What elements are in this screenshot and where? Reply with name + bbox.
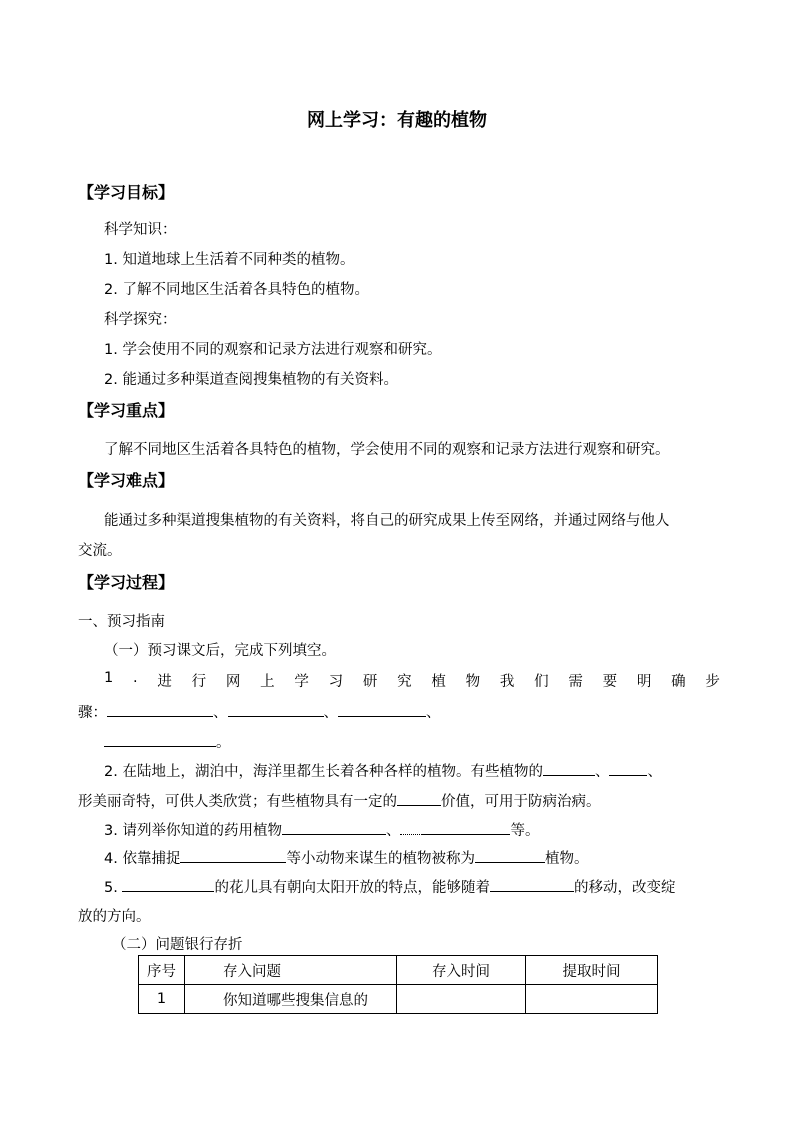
q1-char: 进 xyxy=(157,674,172,690)
separator: 、 xyxy=(323,705,338,721)
q1-char: 步 xyxy=(705,674,720,690)
header-cell-question: 存入问题 xyxy=(185,956,397,985)
q1-char: 1 xyxy=(104,670,114,686)
q1-char: 植 xyxy=(431,674,446,690)
q1-char: 究 xyxy=(397,674,412,690)
q2-text-a: 2. 在陆地上，湖泊中，海洋里都生长着各种各样的植物。有些植物的 xyxy=(104,764,543,780)
knowledge-item-1: 1. 知道地球上生活着不同种类的植物。 xyxy=(104,252,355,268)
question-2-line-2 xyxy=(78,790,601,811)
period: 。 xyxy=(216,735,231,751)
q3-blank-1[interactable] xyxy=(282,819,386,835)
difficulties-heading: 【学习难点】 xyxy=(78,471,175,490)
row-no: 1 xyxy=(139,985,185,1014)
difficulties-line-2: 交流。 xyxy=(78,543,122,559)
question-4 xyxy=(104,847,588,868)
q4-text-a: 4. 依靠捕捉 xyxy=(104,851,181,867)
row-withdraw-time[interactable] xyxy=(526,985,658,1014)
q1-char: 学 xyxy=(294,674,309,690)
q1-prefix: 骤： xyxy=(78,705,107,721)
q5-blank-1[interactable] xyxy=(122,876,214,892)
q2-blank-1[interactable] xyxy=(543,760,595,776)
knowledge-item-2: 2. 了解不同地区生活着各具特色的植物。 xyxy=(104,282,369,298)
q1-blank-2[interactable] xyxy=(228,701,324,717)
q4-blank-1[interactable] xyxy=(180,847,286,863)
q1-char: 要 xyxy=(602,674,618,690)
q1-char: 明 xyxy=(636,674,652,690)
q1-char: 我 xyxy=(499,674,515,690)
row-deposit-time[interactable] xyxy=(397,985,526,1014)
objectives-heading: 【学习目标】 xyxy=(78,183,175,202)
question-1-line xyxy=(104,670,720,691)
knowledge-label: 科学知识： xyxy=(104,222,177,238)
header-cell-deposit-time: 存入时间 xyxy=(397,956,526,985)
inquiry-label: 科学探究： xyxy=(104,312,177,328)
process-heading: 【学习过程】 xyxy=(78,573,175,592)
key-points-text: 了解不同地区生活着各具特色的植物，学会使用不同的观察和记录方法进行观察和研究。 xyxy=(104,442,670,458)
question-5-line-2: 放的方向。 xyxy=(78,909,151,925)
q4-text-c: 植物。 xyxy=(544,851,589,867)
q3-dotted-marks xyxy=(400,819,422,835)
key-points-heading: 【学习重点】 xyxy=(78,401,175,420)
question-2-line-1 xyxy=(104,760,662,781)
q1-blank-3[interactable] xyxy=(338,701,426,717)
q5-text-b: 的花儿具有朝向太阳开放的特点，能够随着 xyxy=(214,880,490,896)
q1-char: 需 xyxy=(568,674,583,690)
q4-text-b: 等小动物来谋生的植物被称为 xyxy=(286,851,475,867)
q1-char: 确 xyxy=(671,674,686,690)
separator: 、 xyxy=(385,823,401,839)
q5-blank-2[interactable] xyxy=(490,876,574,892)
difficulties-line-1: 能通过多种渠道搜集植物的有关资料，将自己的研究成果上传至网络，并通过网络与他人 xyxy=(104,513,670,529)
q2-blank-3[interactable] xyxy=(397,790,441,806)
table-row xyxy=(139,985,658,1014)
part-one-heading: 一、预习指南 xyxy=(78,614,165,630)
question-3 xyxy=(104,819,539,840)
q1-blank-1[interactable] xyxy=(107,701,213,717)
question-bank-table xyxy=(138,955,658,1014)
separator: 、 xyxy=(426,705,441,721)
q2-text-c: 价值，可用于防病治病。 xyxy=(441,794,601,810)
q1-blank-4[interactable] xyxy=(104,731,216,747)
separator: 、 xyxy=(594,764,610,780)
q1-char: 研 xyxy=(362,674,378,690)
header-cell-withdraw-time: 提取时间 xyxy=(526,956,658,985)
question-5-line-1 xyxy=(104,876,675,897)
q3-text-a: 3. 请列举你知道的药用植物 xyxy=(104,823,282,839)
header-cell-no: 序号 xyxy=(139,956,185,985)
q1-char: 习 xyxy=(328,674,344,690)
table-header-row xyxy=(139,956,658,985)
q4-blank-2[interactable] xyxy=(475,847,545,863)
separator: 、 xyxy=(213,705,228,721)
q1-char: . xyxy=(132,670,138,686)
q3-text-b: 等。 xyxy=(510,823,540,839)
inquiry-item-1: 1. 学会使用不同的观察和记录方法进行观察和研究。 xyxy=(104,342,442,358)
q2-text-b: 形美丽奇特，可供人类欣赏；有些植物具有一定的 xyxy=(78,794,397,810)
q3-blank-2[interactable] xyxy=(422,819,510,835)
q2-blank-2[interactable] xyxy=(609,760,647,776)
inquiry-item-2: 2. 能通过多种渠道查阅搜集植物的有关资料。 xyxy=(104,372,398,388)
q1-char: 们 xyxy=(534,674,549,690)
q1-char: 网 xyxy=(225,674,241,690)
q5-text-c: 的移动，改变绽 xyxy=(573,880,676,896)
q1-char: 行 xyxy=(191,674,207,690)
q1-char: 上 xyxy=(260,674,275,690)
row-question[interactable]: 你知道哪些搜集信息的 xyxy=(185,985,397,1014)
page-title: 网上学习：有趣的植物 xyxy=(307,110,487,131)
separator: 、 xyxy=(647,764,662,780)
question-bank-heading: （二）问题银行存折 xyxy=(112,937,243,953)
q5-text-a: 5. xyxy=(104,880,123,896)
question-1-line-3 xyxy=(104,731,231,752)
question-1-line-2 xyxy=(78,701,441,722)
q1-char: 物 xyxy=(465,674,481,690)
preview-instruction: （一）预习课文后，完成下列填空。 xyxy=(104,643,336,659)
